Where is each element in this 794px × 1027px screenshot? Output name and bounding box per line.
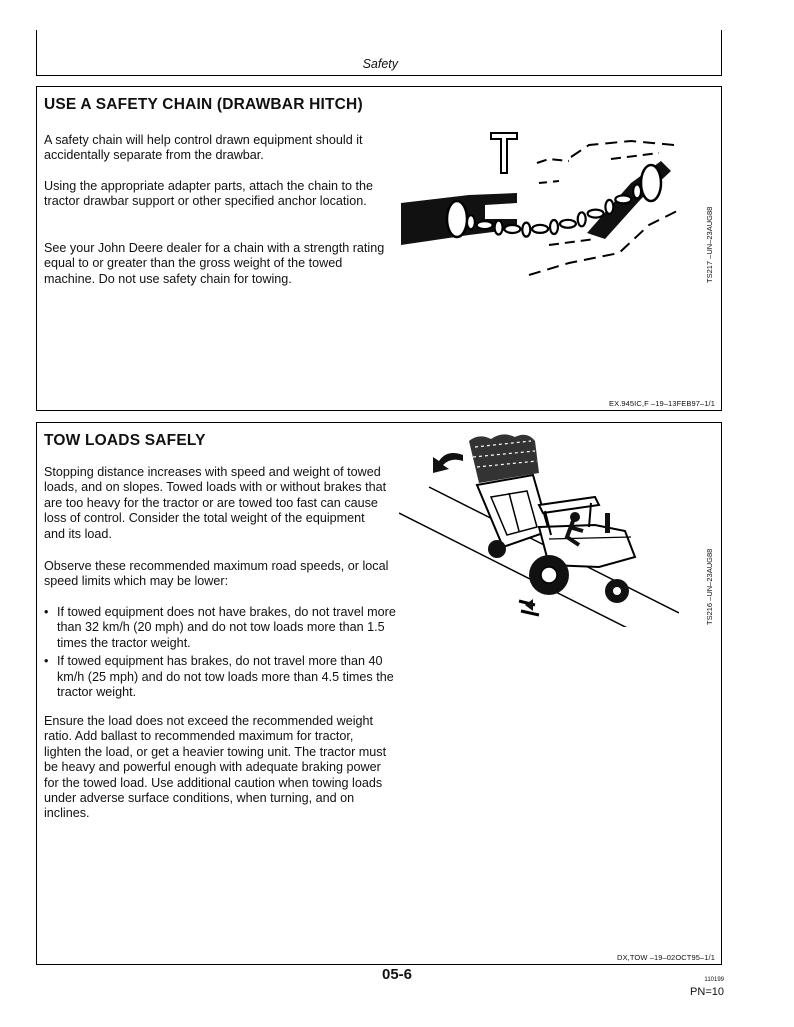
paragraph: Stopping distance increases with speed and weight of towed loads, and on slopes. Towed loads with or without brakes that are too heavy for the tractor or are towed too fast can cause loss of control. Consider the total weight of the equipment and its load. <box>44 465 387 541</box>
list-item: • If towed equipment has brakes, do not travel more than 40 km/h (25 mph) and do not tow loads more than 4.5 times the tractor weight. <box>44 654 396 700</box>
chain-link <box>550 220 558 234</box>
paragraph: Ensure the load does not exceed the recommended weight ratio. Add ballast to recommended maximum for tractor, lighten the load, or get a heavier towing unit. The tractor must be heavy and powerful enough with adequate braking power for the towed load. Use additional caution when towing loads under adverse surface conditions, when turning, and on inclines. <box>44 714 387 821</box>
chain-link <box>560 220 576 228</box>
chain-link <box>504 225 520 233</box>
illustration-code: TS216 –UN–23AUG88 <box>705 548 714 625</box>
chain-link <box>615 195 631 203</box>
chain-link <box>605 200 613 214</box>
chain-link <box>532 225 548 233</box>
tractor-towing-illustration <box>399 427 679 627</box>
paragraph: See your John Deere dealer for a chain with a strength rating equal to or greater than the gross weight of the towed machine. Do not use safety chain for towing. <box>44 241 385 286</box>
section-tow-loads <box>36 422 722 965</box>
page-right-rule <box>721 30 722 76</box>
pn-label: PN=10 <box>690 986 724 998</box>
header-rule <box>36 75 722 76</box>
header-title: Safety <box>362 57 398 71</box>
chain-link <box>588 210 604 218</box>
safety-chain-illustration <box>399 115 699 290</box>
section-title: TOW LOADS SAFELY <box>44 432 206 449</box>
reference-code: EX.945IC,F –19–13FEB97–1/1 <box>608 399 715 408</box>
speed-limit-list <box>44 605 396 703</box>
list-item: • If towed equipment does not have brakes, do not travel more than 32 km/h (20 mph) and do not tow loads more than 1.5 times the tractor weight. <box>44 605 396 651</box>
chain-link <box>522 223 530 237</box>
chain-link <box>578 212 586 226</box>
illustration-code: TS217 –UN–23AUG88 <box>705 206 714 283</box>
section-safety-chain <box>36 86 722 411</box>
paragraph: Using the appropriate adapter parts, attach the chain to the tractor drawbar support or other specified anchor location. <box>44 179 374 209</box>
reference-code: DX,TOW –19–02OCT95–1/1 <box>617 953 715 962</box>
section-title: USE A SAFETY CHAIN (DRAWBAR HITCH) <box>44 96 363 113</box>
chain-link <box>495 221 503 235</box>
page-number: 05-6 <box>381 966 413 983</box>
paragraph: A safety chain will help control drawn equipment should it accidentally separate from the drawbar. <box>44 133 363 163</box>
paragraph: Observe these recommended maximum road speeds, or local speed limits which may be lower: <box>44 559 389 589</box>
chain-link <box>477 221 493 229</box>
chain-link <box>633 184 641 198</box>
print-code: 110199 <box>704 977 724 983</box>
